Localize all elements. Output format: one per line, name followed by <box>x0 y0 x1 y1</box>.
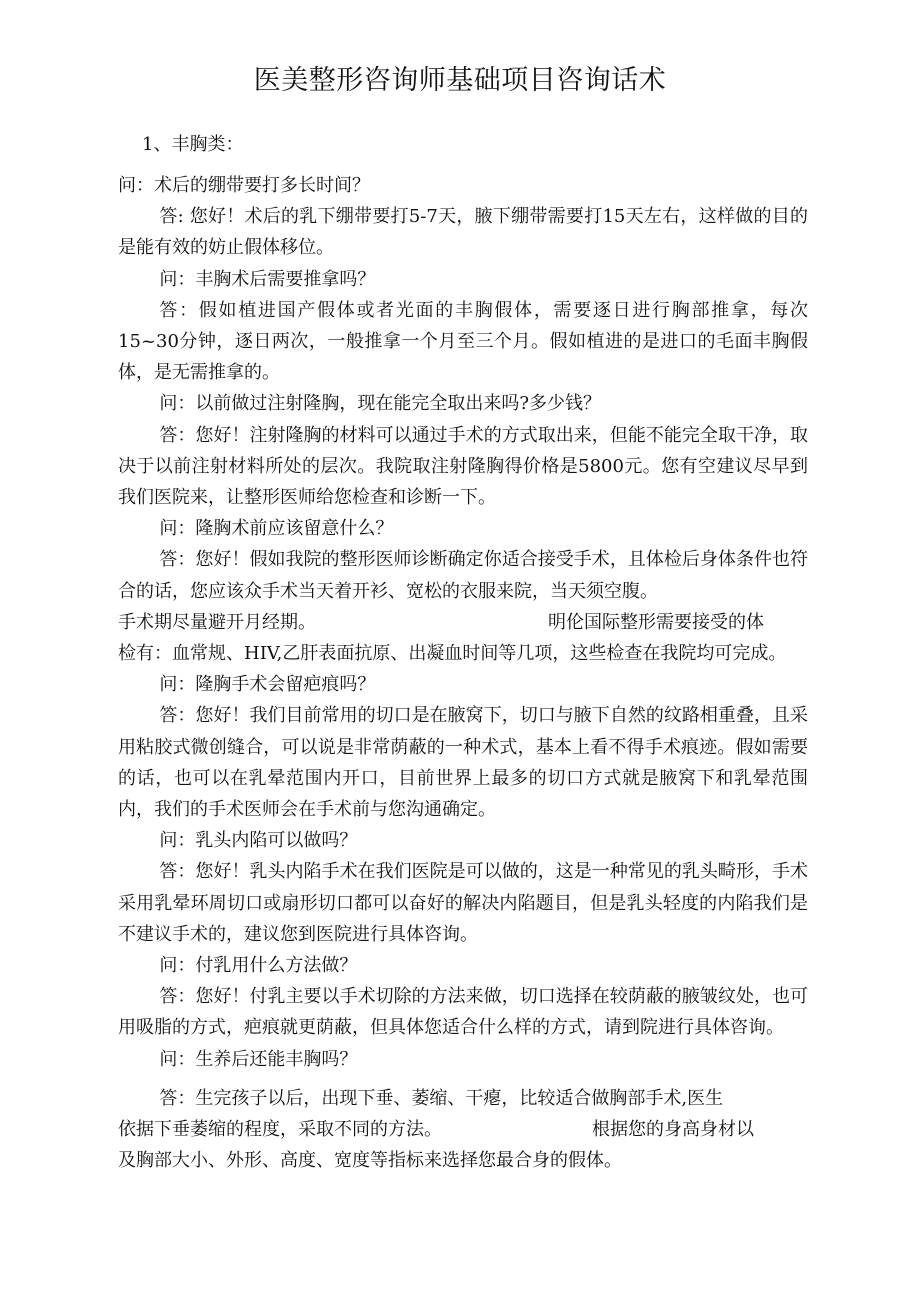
answer-1: 答: 您好！术后的乳下绷带要打5-7天，腋下绷带需要打15天左右，这样做的目的是能有效的妨止假体移位。 <box>118 206 808 259</box>
answer-7: 答：您好！付乳主要以手术切除的方法来做，切口选择在较荫蔽的腋皱纹处，也可用吸脂的方式，疤痕就更荫蔽，但具体您适合什么样的方式，请到院进行具体咨询。 <box>118 986 808 1039</box>
answer-2: 答：假如植进国产假体或者光面的丰胸假体，需要逐日进行胸部推拿，每次15~30分钟，逐日两次，一般推拿一个月至三个月。假如植进的是进口的毛面丰胸假体，是无需推拿的。 <box>118 299 808 384</box>
answer-8: 答：生完孩子以后，出现下垂、萎缩、干瘪，比较适合做胸部手术,医生 <box>159 1087 724 1109</box>
answer-3: 答：您好！注射隆胸的材料可以通过手术的方式取出来，但能不能完全取干净，取决于以前注射材料所处的层次。我院取注射隆胸得价格是5800元。您有空建议尽早到我们医院来，让整形医师给您检查和诊断一下。 <box>118 424 808 509</box>
question-4: 问：隆胸术前应该留意什么？ <box>159 518 394 540</box>
answer-4: 答：您好！假如我院的整形医师诊断确定你适合接受手术，且体检后身体条件也符合的话，您应该众手术当天着开衫、宽松的衣服来院，当天须空腹。 <box>118 549 808 602</box>
answer-6: 答：您好！乳头内陷手术在我们医院是可以做的，这是一种常见的乳头畸形，手术采用乳晕环周切口或扇形切口都可以奋好的解决内陷题目，但是乳头轻度的内陷我们是不建议手术的，建议您到医院进行具体咨询。 <box>118 861 808 945</box>
answer-4-split-right: 明伦国际整形需要接受的体 <box>548 611 764 633</box>
answer-8-tail: 及胸部大小、外形、高度、宽度等指标来选择您最合身的假体。 <box>118 1150 622 1172</box>
question-5: 问：隆胸手术会留疤痕吗？ <box>159 674 376 696</box>
question-6: 问：乳头内陷可以做吗？ <box>159 830 358 852</box>
question-7: 问：付乳用什么方法做？ <box>159 955 358 977</box>
question-2: 问：丰胸术后需要推拿吗？ <box>159 268 376 290</box>
answer-5: 答：您好！我们目前常用的切口是在腋窝下，切口与腋下自然的纹路相重叠，且采用粘胶式微创缝合，可以说是非常荫蔽的一种术式，基本上看不得手术痕迹。假如需要的话，也可以在乳晕范围内开口，目前世界上最多的切口方式就是腋窝下和乳晕范围内，我们的手术医师会在手术前与您沟通确定。 <box>118 705 808 821</box>
question-3: 问：以前做过注射隆胸，现在能完全取出来吗?多少钱？ <box>159 393 602 415</box>
answer-4-tail: 检有：血常规、HIV,乙肝表面抗原、出凝血时间等几项，这些检查在我院均可完成。 <box>118 643 787 665</box>
question-8: 问：生养后还能丰胸吗？ <box>159 1048 358 1070</box>
answer-8-split-line <box>118 1114 808 1145</box>
answer-8-split-left: 依据下垂萎缩的程度，采取不同的方法。 <box>118 1119 442 1141</box>
answer-8-split-right: 根据您的身高身材以 <box>592 1119 754 1141</box>
qa-body <box>118 170 808 1177</box>
answer-4-split-left: 手术期尽量避开月经期。 <box>118 611 316 633</box>
document-title: 医美整形咨询师基础项目咨询话术 <box>253 65 667 96</box>
section-heading: 1、丰胸类： <box>142 134 244 155</box>
question-1: 问：术后的绷带要打多长时间？ <box>118 175 370 196</box>
answer-4-split-line <box>118 607 808 638</box>
